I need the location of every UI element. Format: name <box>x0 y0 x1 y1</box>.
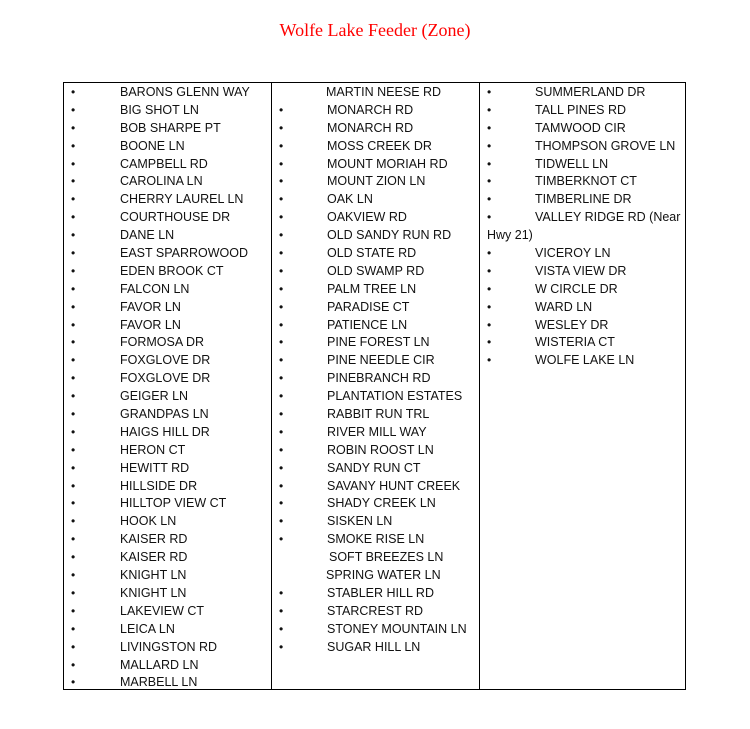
bullet-icon: • <box>487 281 492 296</box>
bullet-icon: • <box>279 192 284 207</box>
bullet-icon: • <box>487 85 492 99</box>
bullet-icon: • <box>71 156 76 171</box>
bullet-icon: • <box>279 442 284 457</box>
list-item <box>480 191 685 209</box>
street-name: MOUNT MORIAH RD <box>327 156 448 171</box>
street-name: HEWITT RD <box>120 460 190 475</box>
bullet-icon: • <box>279 496 284 511</box>
bullet-icon: • <box>279 281 284 296</box>
bullet-icon: • <box>71 174 76 189</box>
street-name: SISKEN LN <box>327 514 393 529</box>
street-name: STONEY MOUNTAIN LN <box>327 621 467 636</box>
street-name: PINE NEEDLE CIR <box>327 353 435 368</box>
bullet-icon: • <box>279 407 284 422</box>
bullet-icon: • <box>71 603 76 618</box>
list-item <box>480 84 685 102</box>
bullet-icon: • <box>279 156 284 171</box>
street-name: SMOKE RISE LN <box>327 532 425 547</box>
list-item <box>272 531 479 549</box>
list-item <box>272 334 479 352</box>
street-name: WESLEY DR <box>535 317 609 332</box>
list-item <box>272 424 479 442</box>
bullet-icon: • <box>487 210 492 225</box>
street-name: CAMPBELL RD <box>120 156 208 171</box>
list-item <box>64 495 271 513</box>
list-item <box>272 495 479 513</box>
list-item <box>64 585 271 603</box>
list-item <box>64 102 271 120</box>
list-item <box>64 120 271 138</box>
list-item <box>272 442 479 460</box>
street-name: THOMPSON GROVE LN <box>535 138 676 153</box>
bullet-icon: • <box>487 120 492 135</box>
bullet-icon: • <box>71 210 76 225</box>
list-item <box>480 209 685 245</box>
bullet-icon: • <box>487 263 492 278</box>
list-item <box>64 567 271 585</box>
bullet-icon: • <box>71 371 76 386</box>
bullet-icon: • <box>279 299 284 314</box>
list-item <box>64 245 271 263</box>
list-item <box>272 549 479 567</box>
list-item <box>272 352 479 370</box>
bullet-icon: • <box>279 120 284 135</box>
street-list <box>480 84 685 370</box>
bullet-icon: • <box>279 317 284 332</box>
list-item <box>272 299 479 317</box>
street-name: STABLER HILL RD <box>327 585 434 600</box>
street-name: HOOK LN <box>120 514 177 529</box>
bullet-icon: • <box>71 621 76 636</box>
street-name: WISTERIA CT <box>535 335 615 350</box>
list-item <box>272 191 479 209</box>
list-item <box>480 138 685 156</box>
street-name: MALLARD LN <box>120 657 199 672</box>
list-item <box>480 263 685 281</box>
street-name: WARD LN <box>535 299 593 314</box>
street-name: OLD SANDY RUN RD <box>327 228 452 243</box>
street-name: DANE LN <box>120 228 175 243</box>
bullet-icon: • <box>71 389 76 404</box>
street-name: PINEBRANCH RD <box>327 371 431 386</box>
list-item <box>272 227 479 245</box>
bullet-icon: • <box>279 460 284 475</box>
street-column-2 <box>271 83 479 689</box>
street-name: HILLTOP VIEW CT <box>120 496 227 511</box>
street-name: LEICA LN <box>120 621 175 636</box>
list-item <box>64 549 271 567</box>
street-name: PALM TREE LN <box>327 281 417 296</box>
bullet-icon: • <box>71 228 76 243</box>
bullet-icon: • <box>71 478 76 493</box>
bullet-icon: • <box>279 102 284 117</box>
list-item <box>272 120 479 138</box>
bullet-icon: • <box>487 102 492 117</box>
street-name: SANDY RUN CT <box>327 460 421 475</box>
street-name: PATIENCE LN <box>327 317 408 332</box>
street-name: WOLFE LAKE LN <box>535 353 635 368</box>
bullet-icon: • <box>71 657 76 672</box>
street-name: RIVER MILL WAY <box>327 424 427 439</box>
street-name: W CIRCLE DR <box>535 281 618 296</box>
bullet-icon: • <box>487 192 492 207</box>
bullet-icon: • <box>279 532 284 547</box>
bullet-icon: • <box>279 603 284 618</box>
bullet-icon: • <box>487 353 492 368</box>
street-name: OAKVIEW RD <box>327 210 407 225</box>
bullet-icon: • <box>279 246 284 261</box>
bullet-icon: • <box>71 317 76 332</box>
street-name: PLANTATION ESTATES <box>327 389 463 404</box>
list-item <box>272 245 479 263</box>
list-item <box>480 317 685 335</box>
street-name: BARONS GLENN WAY <box>120 85 250 99</box>
bullet-icon: • <box>71 675 76 690</box>
list-item <box>64 424 271 442</box>
list-item <box>64 227 271 245</box>
street-name: FOXGLOVE DR <box>120 371 211 386</box>
list-item <box>272 567 479 585</box>
list-item <box>64 173 271 191</box>
street-name: FAVOR LN <box>120 317 181 332</box>
list-item <box>480 299 685 317</box>
list-item <box>480 156 685 174</box>
page-title: Wolfe Lake Feeder (Zone) <box>279 20 471 40</box>
street-name: BOONE LN <box>120 138 185 153</box>
bullet-icon: • <box>71 460 76 475</box>
list-item <box>272 639 479 657</box>
list-item <box>272 263 479 281</box>
street-name: FAVOR LN <box>120 299 181 314</box>
list-item <box>64 442 271 460</box>
street-name: KNIGHT LN <box>120 585 187 600</box>
bullet-icon: • <box>487 246 492 261</box>
street-name: FORMOSA DR <box>120 335 205 350</box>
list-item <box>64 674 271 692</box>
street-name: MOSS CREEK DR <box>327 138 432 153</box>
bullet-icon: • <box>279 228 284 243</box>
bullet-icon: • <box>279 424 284 439</box>
street-name: KAISER RD <box>120 532 188 547</box>
bullet-icon: • <box>71 407 76 422</box>
list-item <box>64 299 271 317</box>
list-item <box>272 138 479 156</box>
list-item <box>480 102 685 120</box>
bullet-icon: • <box>279 478 284 493</box>
bullet-icon: • <box>279 639 284 654</box>
street-name: HAIGS HILL DR <box>120 424 210 439</box>
bullet-icon: • <box>71 585 76 600</box>
bullet-icon: • <box>279 353 284 368</box>
street-name: TIDWELL LN <box>535 156 609 171</box>
list-item <box>272 621 479 639</box>
list-item <box>64 639 271 657</box>
list-item <box>480 334 685 352</box>
list-item <box>64 460 271 478</box>
bullet-icon: • <box>487 156 492 171</box>
street-name: SAVANY HUNT CREEK <box>327 478 461 493</box>
street-name: EDEN BROOK CT <box>120 263 224 278</box>
bullet-icon: • <box>71 246 76 261</box>
list-item <box>64 406 271 424</box>
list-item <box>272 460 479 478</box>
street-name: SHADY CREEK LN <box>327 496 436 511</box>
list-item <box>64 84 271 102</box>
street-name: MOUNT ZION LN <box>327 174 426 189</box>
bullet-icon: • <box>279 389 284 404</box>
street-name: MONARCH RD <box>327 102 414 117</box>
list-item <box>64 317 271 335</box>
street-name: STARCREST RD <box>327 603 424 618</box>
bullet-icon: • <box>487 299 492 314</box>
list-item <box>272 84 479 102</box>
street-name: LIVINGSTON RD <box>120 639 218 654</box>
list-item <box>272 388 479 406</box>
street-name: CAROLINA LN <box>120 174 203 189</box>
bullet-icon: • <box>71 281 76 296</box>
bullet-icon: • <box>71 102 76 117</box>
list-item <box>272 317 479 335</box>
bullet-icon: • <box>71 192 76 207</box>
list-item <box>272 478 479 496</box>
bullet-icon: • <box>71 138 76 153</box>
list-item <box>272 156 479 174</box>
street-name: OLD SWAMP RD <box>327 263 425 278</box>
street-name: CHERRY LAUREL LN <box>120 192 244 207</box>
street-name: SOFT BREEZES LN <box>329 550 444 565</box>
list-item <box>272 209 479 227</box>
street-name: OAK LN <box>327 192 373 207</box>
street-name: MARBELL LN <box>120 675 198 690</box>
street-name: TIMBERLINE DR <box>535 192 632 207</box>
list-item <box>64 281 271 299</box>
street-name: RABBIT RUN TRL <box>327 407 430 422</box>
list-item <box>272 102 479 120</box>
bullet-icon: • <box>71 335 76 350</box>
street-name: GEIGER LN <box>120 389 189 404</box>
bullet-icon: • <box>71 299 76 314</box>
list-item <box>64 513 271 531</box>
list-item <box>64 388 271 406</box>
street-name: SUGAR HILL LN <box>327 639 421 654</box>
bullet-icon: • <box>279 174 284 189</box>
list-item <box>64 352 271 370</box>
bullet-icon: • <box>71 514 76 529</box>
list-item <box>480 120 685 138</box>
bullet-icon: • <box>279 371 284 386</box>
list-item <box>64 191 271 209</box>
street-name: GRANDPAS LN <box>120 407 209 422</box>
list-item <box>64 478 271 496</box>
list-item <box>64 370 271 388</box>
street-name: FALCON LN <box>120 281 190 296</box>
list-item <box>272 603 479 621</box>
street-name: HILLSIDE DR <box>120 478 198 493</box>
list-item <box>272 513 479 531</box>
street-name: BOB SHARPE PT <box>120 120 221 135</box>
street-name: OLD STATE RD <box>327 246 417 261</box>
list-item <box>64 263 271 281</box>
list-item <box>64 603 271 621</box>
list-item <box>64 621 271 639</box>
bullet-icon: • <box>279 263 284 278</box>
street-list <box>64 84 271 692</box>
list-item <box>64 657 271 675</box>
bullet-icon: • <box>71 568 76 583</box>
bullet-icon: • <box>71 532 76 547</box>
street-name: KAISER RD <box>120 550 188 565</box>
bullet-icon: • <box>279 585 284 600</box>
list-item <box>64 531 271 549</box>
bullet-icon: • <box>71 639 76 654</box>
list-item <box>480 352 685 370</box>
street-name: VALLEY RIDGE RD (Near Hwy 21) <box>487 210 681 243</box>
bullet-icon: • <box>279 138 284 153</box>
bullet-icon: • <box>487 174 492 189</box>
list-item <box>64 156 271 174</box>
street-name: PARADISE CT <box>327 299 410 314</box>
list-item <box>64 209 271 227</box>
street-name: HERON CT <box>120 442 186 457</box>
bullet-icon: • <box>71 496 76 511</box>
bullet-icon: • <box>487 138 492 153</box>
bullet-icon: • <box>71 353 76 368</box>
list-item <box>272 173 479 191</box>
street-name: MONARCH RD <box>327 120 414 135</box>
street-table <box>63 82 686 690</box>
list-item <box>480 173 685 191</box>
list-item <box>64 138 271 156</box>
list-item <box>480 281 685 299</box>
street-name: KNIGHT LN <box>120 568 187 583</box>
bullet-icon: • <box>487 335 492 350</box>
street-column-1 <box>64 83 271 689</box>
street-name: TALL PINES RD <box>535 102 626 117</box>
street-name: ROBIN ROOST LN <box>327 442 434 457</box>
list-item <box>272 406 479 424</box>
street-name: LAKEVIEW CT <box>120 603 205 618</box>
bullet-icon: • <box>71 550 76 565</box>
street-name: TIMBERKNOT CT <box>535 174 637 189</box>
street-name: PINE FOREST LN <box>327 335 430 350</box>
bullet-icon: • <box>279 210 284 225</box>
bullet-icon: • <box>279 621 284 636</box>
list-item <box>64 334 271 352</box>
bullet-icon: • <box>487 317 492 332</box>
street-name: SUMMERLAND DR <box>535 85 646 99</box>
street-name: BIG SHOT LN <box>120 102 199 117</box>
list-item <box>272 370 479 388</box>
bullet-icon: • <box>71 120 76 135</box>
street-name: VISTA VIEW DR <box>535 263 627 278</box>
street-name: TAMWOOD CIR <box>535 120 626 135</box>
bullet-icon: • <box>71 442 76 457</box>
street-name: COURTHOUSE DR <box>120 210 231 225</box>
bullet-icon: • <box>71 424 76 439</box>
street-name: VICEROY LN <box>535 246 611 261</box>
bullet-icon: • <box>279 514 284 529</box>
street-name: EAST SPARROWOOD <box>120 246 249 261</box>
list-item <box>272 281 479 299</box>
list-item <box>272 585 479 603</box>
street-name: FOXGLOVE DR <box>120 353 211 368</box>
street-name: MARTIN NEESE RD <box>326 85 442 99</box>
street-name: SPRING WATER LN <box>326 568 441 583</box>
street-list <box>272 84 479 657</box>
street-column-3 <box>479 83 685 689</box>
bullet-icon: • <box>279 335 284 350</box>
list-item <box>480 245 685 263</box>
bullet-icon: • <box>71 85 76 99</box>
bullet-icon: • <box>71 263 76 278</box>
